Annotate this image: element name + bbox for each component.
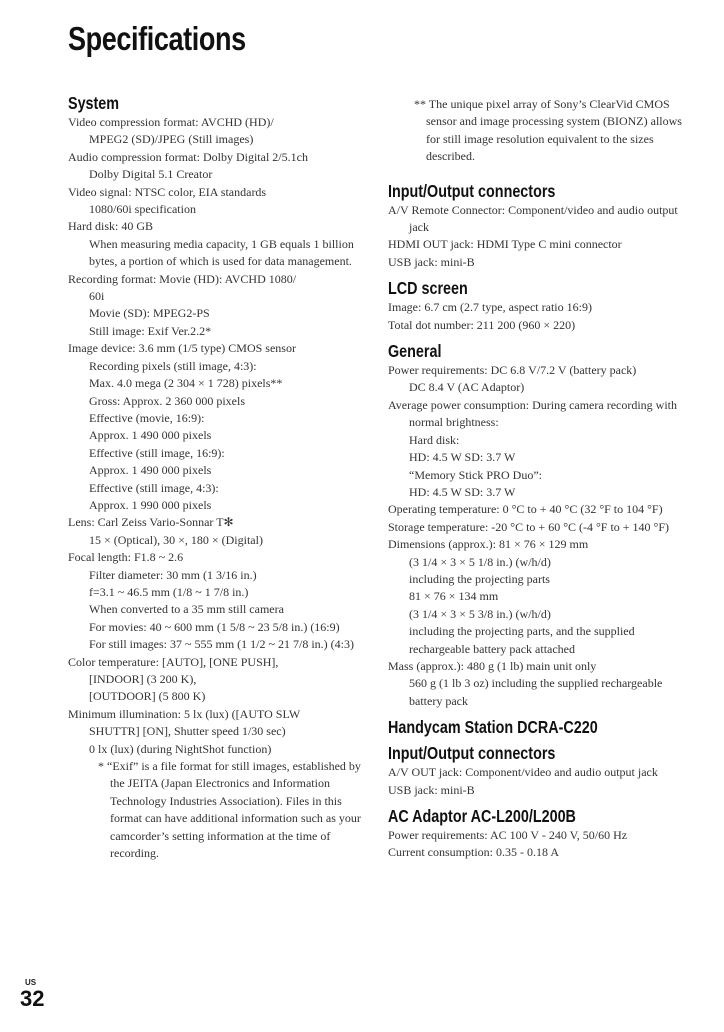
spec-line: Recording pixels (still image, 4:3): [89,358,257,373]
spec-line: Operating temperature: 0 °C to + 40 °C (32 °F to 104 °F) [388,502,663,517]
spec-line: 0 lx (lux) (during NightShot function) [89,741,272,756]
spec-line: DC 8.4 V (AC Adaptor) [409,380,525,395]
spec-line: Hard disk: 40 GB [68,219,153,234]
spec-line: HD: 4.5 W SD: 3.7 W [409,450,516,465]
spec-line: Recording format: Movie (HD): AVCHD 1080/ [68,271,297,286]
spec-line: Audio compression format: Dolby Digital 2/5.1ch [68,149,308,164]
spec-line: including the projecting parts, and the supplied rechargeable battery pack attached [409,624,635,656]
spec-line: When converted to a 35 mm still camera [89,602,284,617]
spec-line: MPEG2 (SD)/JPEG (Still images) [89,132,254,147]
spec-line: Focal length: F1.8 ~ 2.6 [68,550,184,565]
spec-line: Movie (SD): MPEG2-PS [89,306,210,321]
spec-line: Effective (still image, 4:3): [89,480,219,495]
spec-line: Minimum illumination: 5 lx (lux) ([AUTO SLW [68,706,301,721]
spec-line: Image: 6.7 cm (2.7 type, aspect ratio 16:9) [388,300,592,315]
exif-footnote: * “Exif” is a file format for still images, established by the JEITA (Japan Electronics and Information Technology Industries Association). Files in this format can have additional information such as your camcorder’s setting information at the time of recording. [98,759,361,861]
pixel-footnote: ** The unique pixel array of Sony’s ClearVid CMOS sensor and image processing system (BIONZ) allows for still image resolution equivalent to the sizes described. [414,97,682,164]
ac-adaptor-section [388,805,692,862]
spec-line: Power requirements: AC 100 V - 240 V, 50/60 Hz [388,828,628,842]
system-section [68,92,368,862]
spec-line: For movies: 40 ~ 600 mm (1 5/8 ~ 23 5/8 in.) (16:9) [89,619,340,634]
spec-line: Filter diameter: 30 mm (1 3/16 in.) [89,567,257,582]
spec-line: 1080/60i specification [89,202,196,217]
spec-line: Gross: Approx. 2 360 000 pixels [89,393,245,408]
left-column [68,92,368,868]
spec-line: Max. 4.0 mega (2 304 × 1 728) pixels** [89,376,283,391]
station-io-heading: Input/Output connectors [388,743,556,764]
spec-line: A/V Remote Connector: Component/video and audio output jack [388,202,678,235]
spec-line: Current consumption: 0.35 - 0.18 A [388,845,559,860]
spec-line: 15 × (Optical), 30 ×, 180 × (Digital) [89,532,263,547]
station-section [388,716,692,738]
spec-line: Dimensions (approx.): 81 × 76 × 129 mm [388,537,589,552]
spec-line: (3 1/4 × 3 × 5 3/8 in.) (w/h/d) [409,606,551,621]
spec-line: Mass (approx.): 480 g (1 lb) main unit only [388,658,597,673]
spec-line: When measuring media capacity, 1 GB equals 1 billion bytes, a portion of which is used for data management. [89,236,354,269]
spec-line: Hard disk: [409,432,460,447]
spec-line: Average power consumption: During camera recording with normal brightness: [388,397,678,430]
spec-line: Effective (movie, 16:9): [89,410,205,425]
system-heading: System [68,93,120,113]
lcd-section [388,277,692,334]
spec-line: 81 × 76 × 134 mm [409,589,499,604]
spec-line: Lens: Carl Zeiss Vario-Sonnar T✻ [68,515,234,530]
spec-line: Dolby Digital 5.1 Creator [89,167,213,182]
spec-line: HD: 4.5 W SD: 3.7 W [409,484,516,499]
spec-line: 560 g (1 lb 3 oz) including the supplied rechargeable battery pack [409,676,663,708]
spec-line: (3 1/4 × 3 × 5 1/8 in.) (w/h/d) [409,554,551,569]
ac-adaptor-heading: AC Adaptor AC-L200/L200B [388,806,576,826]
general-section [388,340,692,710]
spec-line: Power requirements: DC 6.8 V/7.2 V (battery pack) [388,363,637,378]
spec-line: Total dot number: 211 200 (960 × 220) [388,317,576,332]
spec-line: Color temperature: [AUTO], [ONE PUSH], [68,654,279,669]
spec-line: Approx. 1 490 000 pixels [89,428,212,443]
spec-line: Video signal: NTSC color, EIA standards [68,184,267,199]
io-section [388,180,692,272]
spec-line: For still images: 37 ~ 555 mm (1 1/2 ~ 21 7/8 in.) (4:3) [89,637,354,652]
right-column [388,96,692,868]
spec-line: 60i [89,289,105,304]
spec-line: including the projecting parts [409,571,550,586]
region-label: US [25,978,37,987]
spec-line: Storage temperature: -20 °C to + 60 °C (-4 °F to + 140 °F) [388,519,670,534]
page-title: Specifications [68,20,246,57]
spec-line: HDMI OUT jack: HDMI Type C mini connector [388,237,622,252]
spec-line: f=3.1 ~ 46.5 mm (1/8 ~ 1 7/8 in.) [89,584,249,599]
lcd-heading: LCD screen [388,278,468,299]
station-io-section [388,742,692,799]
spec-line: Effective (still image, 16:9): [89,445,225,460]
spec-line: [INDOOR] (3 200 K), [89,672,197,686]
spec-line: Image device: 3.6 mm (1/5 type) CMOS sensor [68,341,296,356]
spec-line: USB jack: mini-B [388,254,475,269]
spec-line: A/V OUT jack: Component/video and audio output jack [388,765,658,780]
spec-line: Approx. 1 490 000 pixels [89,463,212,478]
spec-line: Still image: Exif Ver.2.2* [89,323,212,338]
spec-line: SHUTTR] [ON], Shutter speed 1/30 sec) [89,724,286,739]
station-heading: Handycam Station DCRA-C220 [388,717,598,738]
spec-line: Approx. 1 990 000 pixels [89,497,212,512]
page-number: 32 [20,986,45,1011]
spec-line: [OUTDOOR] (5 800 K) [89,689,206,704]
io-heading: Input/Output connectors [388,180,556,201]
spec-line: “Memory Stick PRO Duo”: [409,467,542,482]
general-heading: General [388,341,442,362]
spec-line: USB jack: mini-B [388,782,475,797]
spec-line: Video compression format: AVCHD (HD)/ [68,115,274,129]
